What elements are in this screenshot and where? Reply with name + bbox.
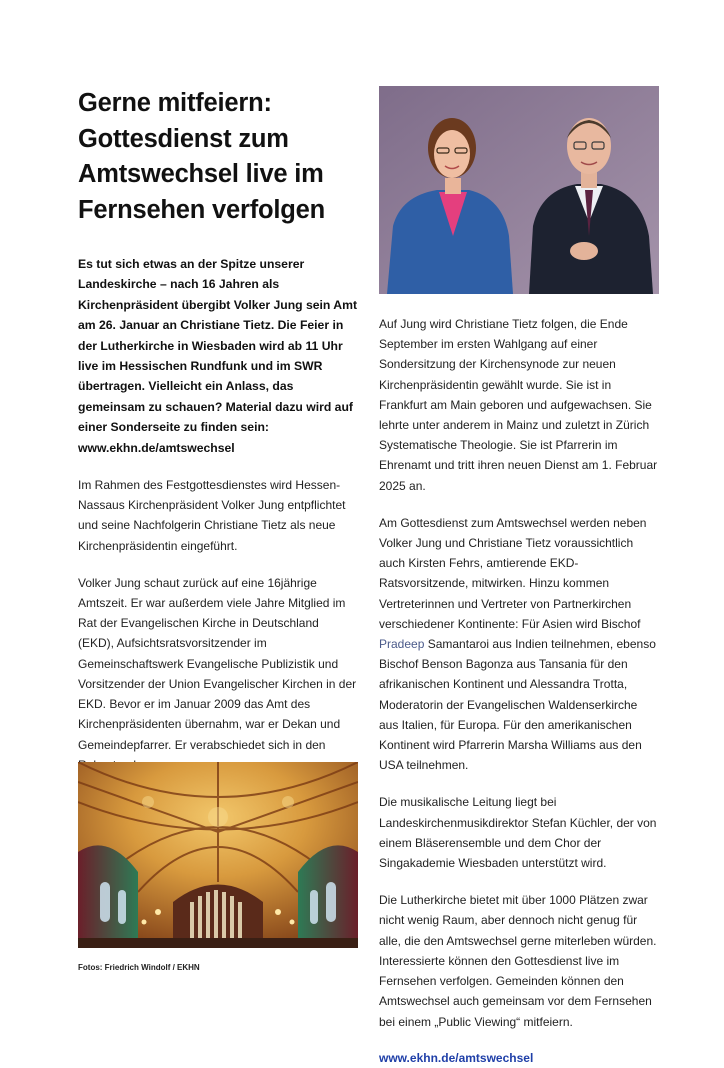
guests-text-start: Am Gottesdienst zum Amtswechsel werden neben Volker Jung und Christiane Tietz voraussichtlich auch Kirsten Fehrs, amtierende EKD-Ratsvorsitzende, mitwirken. Hinzu kommen Vertreterinnen und Vertreter von Partnerkirchen verschiedener Kontinente: Für Asien wird Bischof xyxy=(379,515,647,631)
title-line: Gottesdienst zum xyxy=(78,124,289,153)
article-title xyxy=(78,86,358,228)
highlighted-name: Pradeep xyxy=(379,637,425,652)
title-line: Amtswechsel live im xyxy=(78,160,324,188)
guests-text-end: Samantaroi aus Indien teilnehmen, ebenso Bischof Benson Bagonza aus Tansania für den afrikanischen Kontinent und Alessandra Trotta, Moderatorin der Evangelischen Waldenserkirche aus Italien, für Europa. Für den amerikanischen Kontinent wird Pfarrerin Marsha Williams aus den USA teilnehmen. xyxy=(379,637,656,773)
photo-credit: Fotos: Friedrich Windolf / EKHN xyxy=(78,963,200,972)
paragraph-music: Die musikalische Leitung liegt bei Landeskirchenmusikdirektor Stefan Küchler, der von einem Bläserensemble und dem Chor der Singakademie Wiesbaden unterstützt wird. xyxy=(379,795,657,871)
title-line: Fernsehen verfolgen xyxy=(78,195,326,224)
lead-paragraph: Es tut sich etwas an der Spitze unserer Landeskirche – nach 16 Jahren als Kirchenpräsident übergibt Volker Jung sein Amt am 26. Januar an Christiane Tietz. Die Feier in der Lutherkirche in Wiesbaden wird ab 11 Uhr live im Hessischen Rundfunk und im SWR übertragen. Vielleicht ein Anlass, das gemeinsam zu schauen? Material dazu wird auf einer Sonderseite zu finden sein: www.ekhn.de/amtswechsel xyxy=(78,257,358,455)
paragraph-christiane-tietz: Auf Jung wird Christiane Tietz folgen, die Ende September im ersten Wahlgang auf einer Sondersitzung der Kirchensynode zur neuen Kirchenpräsidentin gewählt wurde. Sie ist in Frankfurt am Main geboren und aufgewachsen. Sie lehrte unter anderem in Mainz und zuletzt in Zürich Systematische Theologie. Sie ist Pfarrerin im Ehrenamt und tritt ihren neuen Dienst am 1. Februar 2025 an. xyxy=(379,317,658,493)
lutherkirche-interior-photo xyxy=(78,762,358,948)
paragraph-guests xyxy=(379,513,659,776)
right-column xyxy=(379,86,659,1068)
paragraph-public-viewing: Die Lutherkirche bietet mit über 1000 Plätzen zwar nicht wenig Raum, aber dennoch nicht genug für alle, die den Amtswechsel gerne miterleben würden. Interessierte können den Gottesdienst live im Fernsehen verfolgen. Gemeinden können den Amtswechsel auch gemeinsam vor dem Fernsehen bei einem „Public Viewing“ mitfeiern. xyxy=(379,893,657,1029)
amtswechsel-link[interactable]: www.ekhn.de/amtswechsel xyxy=(379,1050,534,1065)
title-line: Gerne mitfeiern: xyxy=(78,89,272,117)
paragraph-volker-jung: Volker Jung schaut zurück auf eine 16jährige Amtszeit. Er war außerdem viele Jahre Mitglied im Rat der Evangelischen Kirche in Deutschland (EKD), Aufsichtsratsvorsitzender im Gemeinschaftswerk Evangelische Publizistik und Vorsitzender der Union Evangelischer Kirchen in der EKD. Bevor er im Januar 2009 das Amt des Kirchenpräsidenten übernahm, war er Dekan und Gemeindepfarrer. Er verabschiedet sich in den xyxy=(78,575,357,752)
left-column xyxy=(78,86,358,775)
portrait-photo xyxy=(379,86,659,294)
paragraph-transition: Im Rahmen des Festgottesdienstes wird Hessen-Nassaus Kirchenpräsident Volker Jung entpflichtet und seine Nachfolgerin Christiane Tietz als neue Kirchenpräsidentin eingeführt. xyxy=(78,478,346,553)
